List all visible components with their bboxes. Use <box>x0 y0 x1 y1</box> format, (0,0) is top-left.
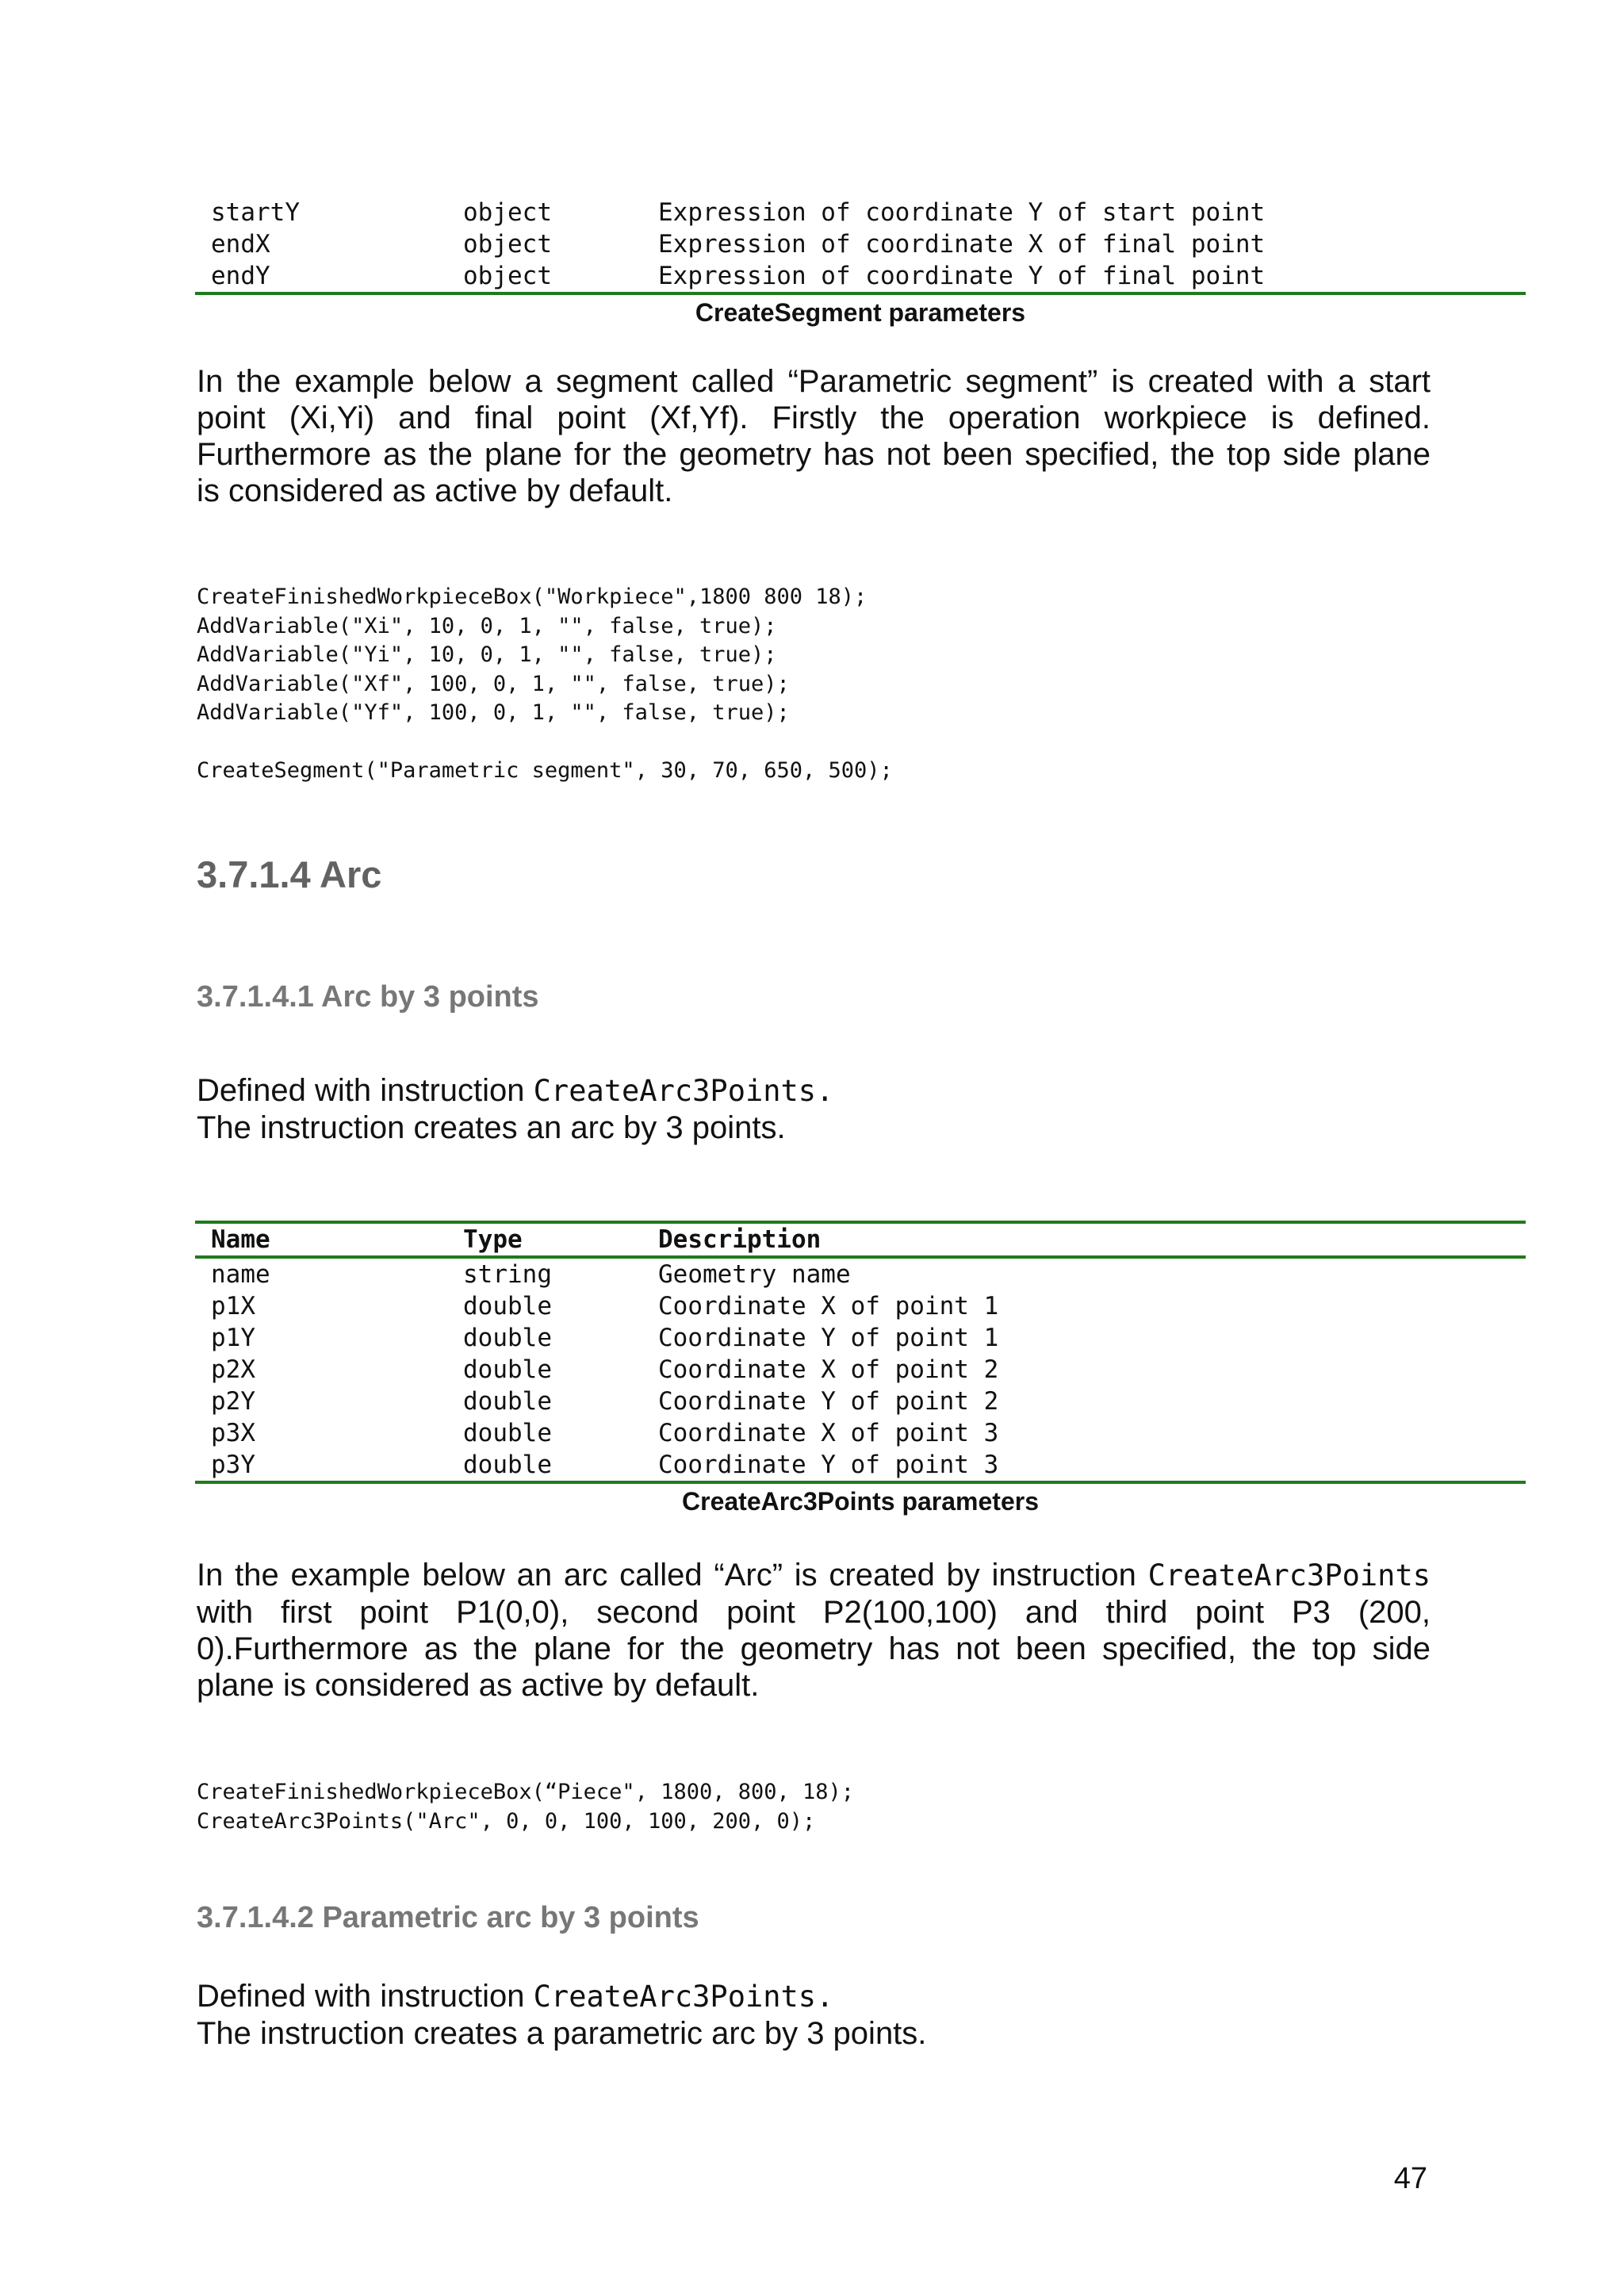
param-name: p1Y <box>211 1324 255 1352</box>
instruction-code: CreateArc3Points. <box>533 1074 834 1108</box>
paragraph-line <box>197 1072 1431 1110</box>
paragraph-line: with first point P1(0,0), second point P2(100,100) and third point P3 (200, <box>197 1595 1431 1630</box>
param-name: name <box>211 1260 270 1289</box>
table-row <box>195 1290 1526 1322</box>
param-type: double <box>463 1292 552 1320</box>
param-name: p3X <box>211 1419 255 1447</box>
paragraph-line: is considered as active by default. <box>197 473 673 508</box>
column-header-type: Type <box>463 1225 523 1254</box>
param-type: double <box>463 1419 552 1447</box>
table-header-row <box>195 1224 1526 1255</box>
param-description: Geometry name <box>658 1260 851 1289</box>
paragraph-line: point (Xi,Yi) and final point (Xf,Yf). Firstly the operation workpiece is defined. <box>197 401 1431 435</box>
table-row <box>195 228 1526 260</box>
subsection-heading-parametric-arc: 3.7.1.4.2 Parametric arc by 3 points <box>197 1901 699 1934</box>
arc3-example-paragraph <box>197 1557 1431 1704</box>
table-caption: CreateArc3Points parameters <box>682 1487 1039 1516</box>
table-row <box>195 197 1526 228</box>
param-type: double <box>463 1387 552 1416</box>
paragraph-line: plane is considered as active by default. <box>197 1668 760 1703</box>
paragraph-line: In the example below a segment called “Parametric segment” is created with a start <box>197 364 1431 399</box>
param-description: Coordinate X of point 2 <box>658 1355 999 1384</box>
param-name: p3Y <box>211 1451 255 1479</box>
column-header-name: Name <box>211 1225 270 1254</box>
table-row <box>195 1322 1526 1354</box>
table-row <box>195 1386 1526 1417</box>
param-name: p2X <box>211 1355 255 1384</box>
instruction-code: CreateArc3Points <box>1147 1558 1431 1593</box>
instruction-code: CreateArc3Points. <box>533 1980 834 2014</box>
segment-parameters-table <box>195 197 1526 330</box>
page-number: 47 <box>1393 2162 1427 2195</box>
param-description: Expression of coordinate Y of start point <box>658 198 1266 227</box>
paragraph-line: 0).Furthermore as the plane for the geometry has not been specified, the top side <box>197 1631 1431 1666</box>
arc3-code-block: CreateFinishedWorkpieceBox(“Piece", 1800, 800, 18); CreateArc3Points("Arc", 0, 0, 100, 100, 200, 0); <box>197 1780 855 1834</box>
param-description: Coordinate X of point 1 <box>658 1292 999 1320</box>
param-type: double <box>463 1324 552 1352</box>
param-name: p2Y <box>211 1387 255 1416</box>
param-name: p1X <box>211 1292 255 1320</box>
table-row <box>195 260 1526 292</box>
paragraph-line: The instruction creates an arc by 3 points. <box>197 1110 786 1145</box>
intro-text: Defined with instruction <box>197 1979 534 2014</box>
param-type: double <box>463 1451 552 1479</box>
paragraph-text: In the example below an arc called “Arc” is created by instruction <box>197 1558 1148 1593</box>
param-type: double <box>463 1355 552 1384</box>
paragraph-line <box>197 1978 1431 2015</box>
arc3-parameters-table <box>195 1221 1526 1519</box>
column-header-description: Description <box>658 1225 822 1254</box>
param-type: object <box>463 198 552 227</box>
table-row <box>195 1354 1526 1386</box>
param-description: Coordinate Y of point 2 <box>658 1387 999 1416</box>
param-description: Coordinate Y of point 3 <box>658 1451 999 1479</box>
segment-code-block: CreateFinishedWorkpieceBox("Workpiece",1800 800 18); AddVariable("Xi", 10, 0, 1, "", false, true); AddVariable("Yi", 10, 0, 1, "", false, true); AddVariable("Xf", 100, 0, 1, "", false, true); AddVariable("Yf", 100, 0, 1, "", false, true); CreateSegment("Parametric segment", 30, 70, 650, 500); <box>197 585 893 783</box>
param-name: endY <box>211 262 270 290</box>
param-type: object <box>463 262 552 290</box>
param-description: Coordinate X of point 3 <box>658 1419 999 1447</box>
param-description: Expression of coordinate X of final point <box>658 230 1266 259</box>
param-name: startY <box>211 198 300 227</box>
intro-text: Defined with instruction <box>197 1073 534 1108</box>
table-row <box>195 1449 1526 1481</box>
param-type: object <box>463 230 552 259</box>
paragraph-line <box>197 1557 1431 1594</box>
subsection-heading-arc-3-points: 3.7.1.4.1 Arc by 3 points <box>197 980 539 1014</box>
param-name: endX <box>211 230 270 259</box>
arc3-intro <box>197 1072 1431 1146</box>
segment-example-paragraph <box>197 363 1431 509</box>
section-heading-arc: 3.7.1.4 Arc <box>197 853 382 895</box>
param-type: string <box>463 1260 552 1289</box>
paragraph-line: Furthermore as the plane for the geometry has not been specified, the top side plane <box>197 437 1431 472</box>
parametric-arc-intro <box>197 1978 1431 2052</box>
table-row <box>195 1417 1526 1449</box>
param-description: Expression of coordinate Y of final point <box>658 262 1266 290</box>
table-row <box>195 1259 1526 1290</box>
table-caption: CreateSegment parameters <box>695 298 1026 327</box>
paragraph-line: The instruction creates a parametric arc by 3 points. <box>197 2016 927 2051</box>
param-description: Coordinate Y of point 1 <box>658 1324 999 1352</box>
